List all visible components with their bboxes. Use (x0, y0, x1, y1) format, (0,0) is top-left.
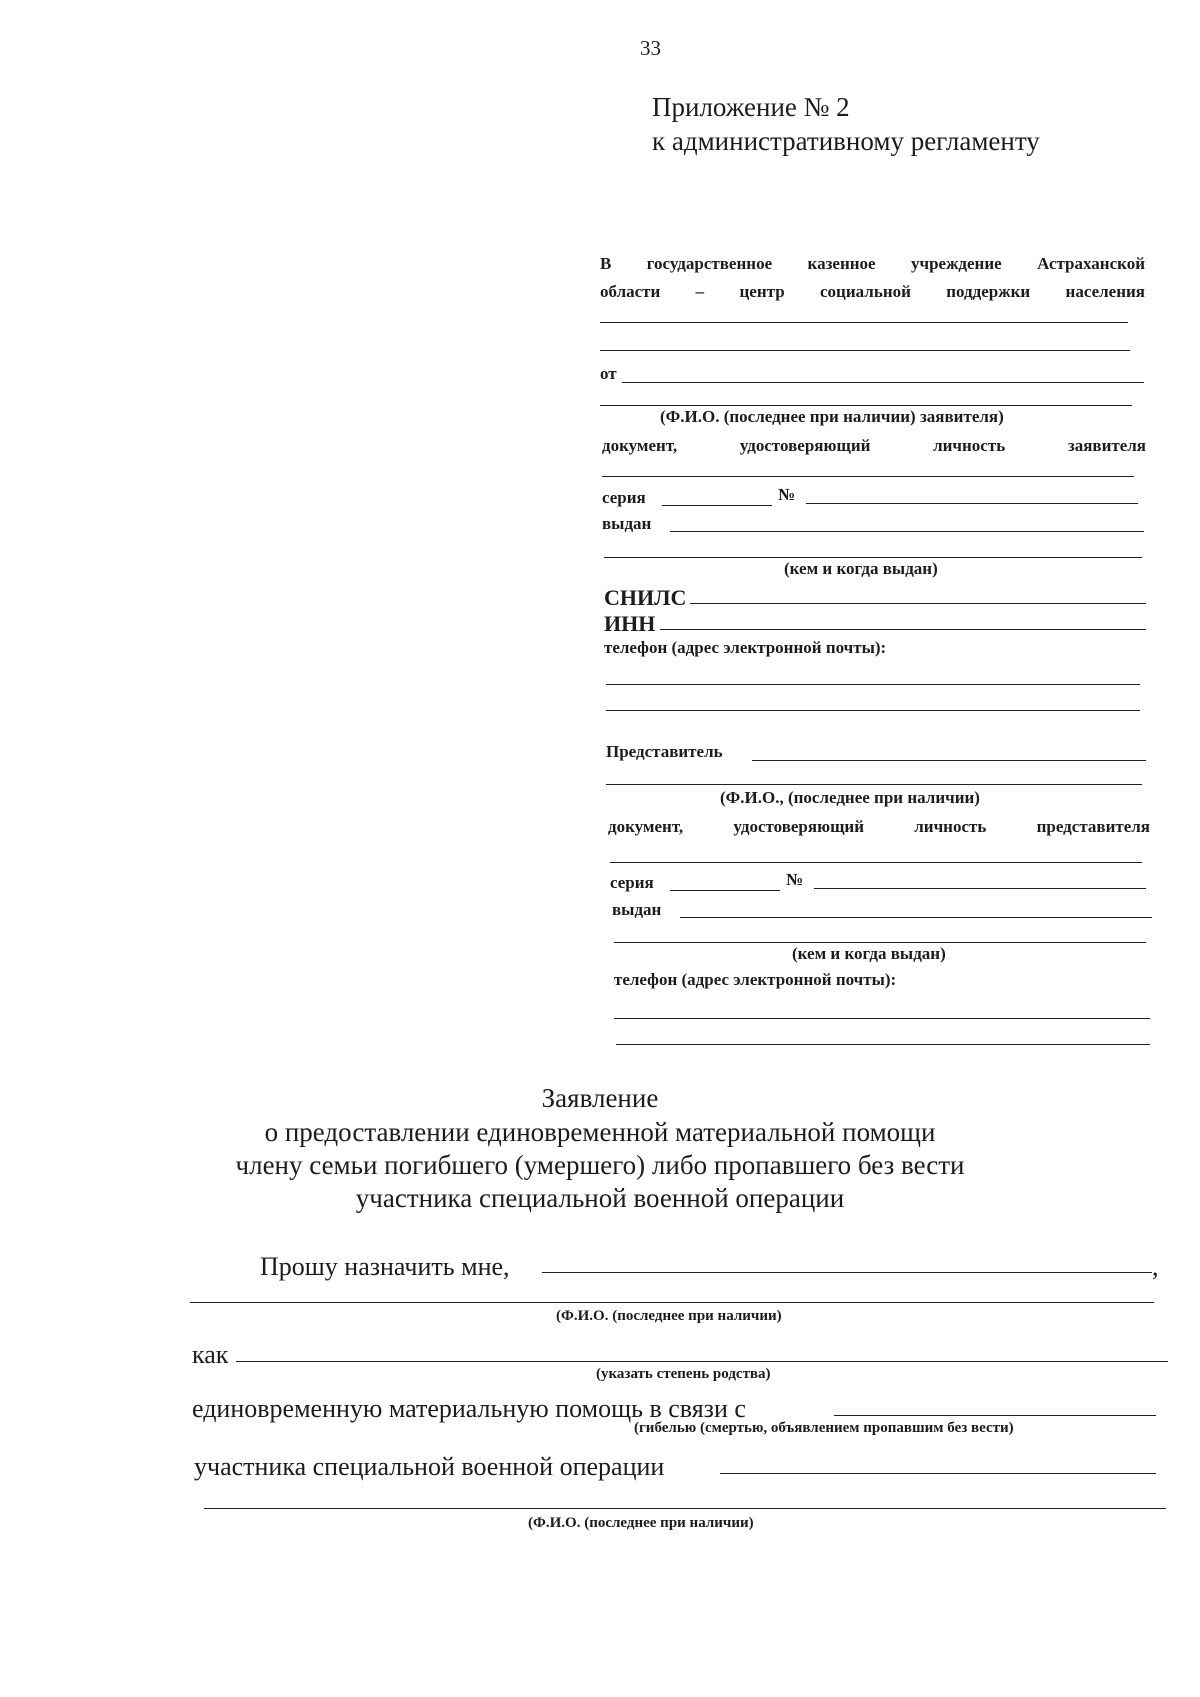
page-number: 33 (640, 36, 661, 60)
applicant-series-label: серия (602, 488, 646, 507)
applicant-series-field[interactable] (662, 505, 772, 506)
request-fio-field[interactable] (542, 1272, 1152, 1273)
representative-issued-hint: (кем и когда выдан) (792, 944, 946, 963)
representative-phone-field[interactable] (614, 1018, 1150, 1019)
document-title: Заявление (541, 1083, 659, 1113)
addressee-field-line-1[interactable] (600, 322, 1128, 323)
representative-issued-label: выдан (612, 900, 662, 919)
snils-label: СНИЛС (604, 585, 687, 610)
reason-hint: (гибелью (смертью, объявлением пропавшим без вести) (634, 1420, 1014, 1436)
reason-field[interactable] (834, 1415, 1156, 1416)
applicant-phone-field[interactable] (606, 684, 1140, 685)
inn-label: ИНН (604, 611, 656, 636)
representative-issued-field-2[interactable] (614, 942, 1146, 943)
representative-doc-label: документ, удостоверяющий личность представителя (608, 817, 1150, 836)
representative-fio-field[interactable] (752, 760, 1146, 761)
document-subtitle-2: члену семьи погибшего (умершего) либо пропавшего без вести (235, 1150, 965, 1180)
applicant-issued-label: выдан (602, 514, 652, 533)
relation-hint: (указать степень родства) (596, 1366, 771, 1382)
representative-phone-label: телефон (адрес электронной почты): (614, 970, 897, 989)
applicant-issued-field-2[interactable] (604, 557, 1142, 558)
participant-fio-field[interactable] (720, 1473, 1156, 1474)
representative-series-field[interactable] (670, 890, 780, 891)
applicant-doc-label: документ, удостоверяющий личность заявителя (602, 436, 1146, 455)
applicant-fio-field[interactable] (622, 382, 1144, 383)
applicant-phone-field-2[interactable] (606, 710, 1140, 711)
request-fio-field-2[interactable] (190, 1302, 1154, 1303)
request-fio-hint: (Ф.И.О. (последнее при наличии) (556, 1308, 782, 1324)
representative-fio-field-2[interactable] (606, 784, 1142, 785)
participant-text: участника специальной военной операции (194, 1452, 665, 1481)
as-label: как (192, 1340, 229, 1369)
representative-issued-field[interactable] (680, 917, 1152, 918)
participant-fio-hint: (Ф.И.О. (последнее при наличии) (528, 1515, 754, 1531)
from-label: от (600, 364, 617, 383)
applicant-fio-hint: (Ф.И.О. (последнее при наличии) заявителя) (660, 407, 1004, 426)
request-comma: , (1152, 1252, 1159, 1281)
inn-field[interactable] (660, 629, 1146, 630)
participant-fio-field-2[interactable] (204, 1508, 1166, 1509)
snils-field[interactable] (690, 603, 1146, 604)
addressee-line-2: области – центр социальной поддержки населения (600, 282, 1145, 301)
applicant-fio-field-2[interactable] (600, 405, 1132, 406)
aid-text: единовременную материальную помощь в связи с (192, 1394, 746, 1423)
applicant-issued-hint: (кем и когда выдан) (784, 559, 938, 578)
applicant-number-field[interactable] (806, 503, 1138, 504)
representative-number-label: № (786, 870, 804, 889)
representative-doc-field[interactable] (610, 862, 1142, 863)
document-subtitle-1: о предоставлении единовременной материальной помощи (264, 1117, 936, 1147)
applicant-issued-field[interactable] (670, 531, 1144, 532)
addressee-field-line-2[interactable] (600, 350, 1130, 351)
appendix-title: Приложение № 2 (652, 92, 850, 122)
representative-phone-field-2[interactable] (616, 1044, 1150, 1045)
request-text: Прошу назначить мне, (260, 1252, 510, 1281)
relation-field[interactable] (236, 1361, 1168, 1362)
applicant-number-label: № (778, 485, 796, 504)
representative-fio-hint: (Ф.И.О., (последнее при наличии) (720, 788, 980, 807)
addressee-line-1: В государственное казенное учреждение Астраханской (600, 254, 1145, 273)
representative-label: Представитель (606, 742, 723, 761)
applicant-phone-label: телефон (адрес электронной почты): (604, 638, 887, 657)
document-subtitle-3: участника специальной военной операции (355, 1183, 845, 1213)
representative-series-label: серия (610, 873, 654, 892)
applicant-doc-field[interactable] (602, 476, 1134, 477)
appendix-subtitle: к административному регламенту (652, 126, 1040, 156)
representative-number-field[interactable] (814, 888, 1146, 889)
